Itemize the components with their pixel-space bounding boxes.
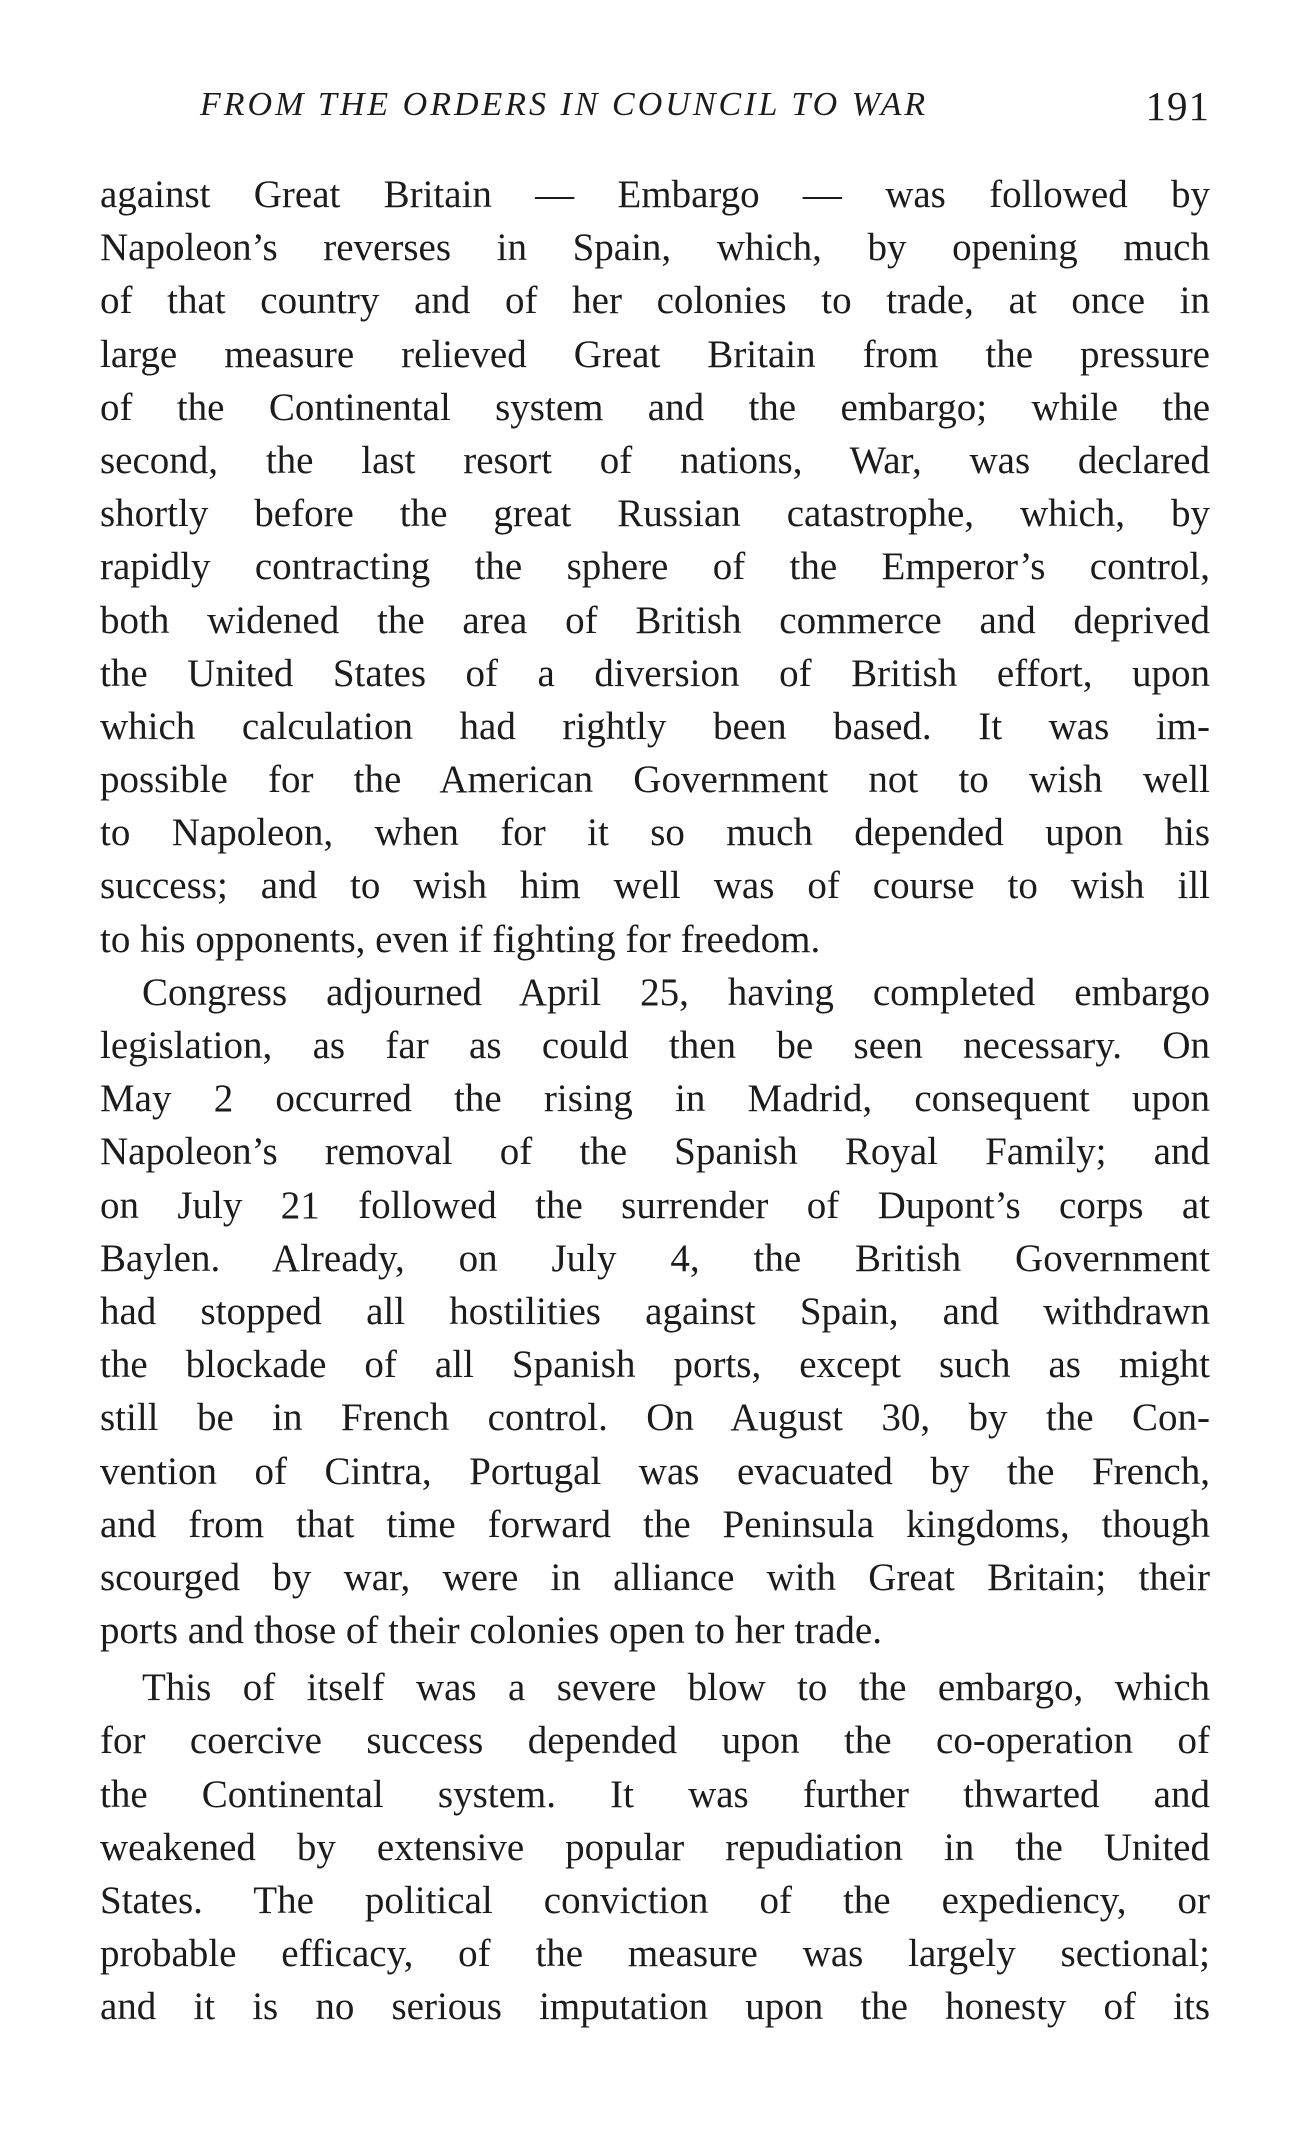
text-line: the blockade of all Spanish ports, except such as might xyxy=(100,1343,1210,1387)
running-head xyxy=(100,82,1210,142)
text-line: for coercive success depended upon the co-operation of xyxy=(100,1719,1210,1763)
text-line: of the Continental system and the embargo; while the xyxy=(100,385,1210,429)
text-line: and it is no serious imputation upon the honesty of its xyxy=(100,1985,1210,2029)
text-line: success; and to wish him well was of course to wish ill xyxy=(100,864,1210,908)
text-line: weakened by extensive popular repudiation in the United xyxy=(100,1825,1210,1869)
text-line: the United States of a diversion of British effort, upon xyxy=(100,651,1210,695)
text-line: against Great Britain — Embargo — was followed by xyxy=(100,173,1210,216)
text-line: Congress adjourned April 25, having completed embargo xyxy=(142,970,1210,1014)
page-number: 191 xyxy=(1145,83,1210,129)
text-line: legislation, as far as could then be seen necessary. On xyxy=(100,1024,1210,1067)
text-line: shortly before the great Russian catastrophe, which, by xyxy=(100,492,1210,536)
body-text xyxy=(100,168,1210,2034)
text-line: ports and those of their colonies open to her trade. xyxy=(100,1609,882,1653)
paragraph-3 xyxy=(100,1661,1210,2033)
text-line: This of itself was a severe blow to the embargo, which xyxy=(142,1666,1210,1710)
text-line: probable efficacy, of the measure was largely sectional; xyxy=(100,1932,1210,1976)
text-line: Napoleon’s reverses in Spain, which, by opening much xyxy=(100,226,1210,270)
text-line: had stopped all hostilities against Spain, and withdrawn xyxy=(100,1289,1210,1333)
text-line: which calculation had rightly been based. It was im- xyxy=(100,704,1210,748)
text-line: both widened the area of British commerce and deprived xyxy=(100,598,1210,642)
text-line: of that country and of her colonies to trade, at once in xyxy=(100,279,1210,323)
running-title: FROM THE ORDERS IN COUNCIL TO WAR xyxy=(200,86,929,123)
text-line: on July 21 followed the surrender of Dupont’s corps at xyxy=(100,1183,1210,1227)
text-line: the Continental system. It was further thwarted and xyxy=(100,1772,1210,1816)
text-line: and from that time forward the Peninsula kingdoms, though xyxy=(100,1502,1210,1546)
paragraph-1 xyxy=(100,168,1210,966)
text-line: still be in French control. On August 30, by the Con- xyxy=(100,1396,1210,1440)
text-line: scourged by war, were in alliance with Great Britain; their xyxy=(100,1555,1210,1599)
text-line: Napoleon’s removal of the Spanish Royal Family; and xyxy=(100,1130,1210,1174)
text-line: vention of Cintra, Portugal was evacuated by the French, xyxy=(100,1449,1210,1493)
text-line: second, the last resort of nations, War, was declared xyxy=(100,438,1210,482)
text-line: possible for the American Government not to wish well xyxy=(100,758,1210,802)
text-line: to Napoleon, when for it so much depended upon his xyxy=(100,811,1210,855)
text-line: to his opponents, even if fighting for freedom. xyxy=(100,917,821,961)
text-line: States. The political conviction of the expediency, or xyxy=(100,1879,1210,1922)
text-line: May 2 occurred the rising in Madrid, consequent upon xyxy=(100,1077,1210,1121)
paragraph-2 xyxy=(100,966,1210,1657)
text-line: Baylen. Already, on July 4, the British Government xyxy=(100,1236,1210,1280)
text-line: rapidly contracting the sphere of the Emperor’s control, xyxy=(100,545,1210,589)
text-line: large measure relieved Great Britain from the pressure xyxy=(100,332,1210,376)
